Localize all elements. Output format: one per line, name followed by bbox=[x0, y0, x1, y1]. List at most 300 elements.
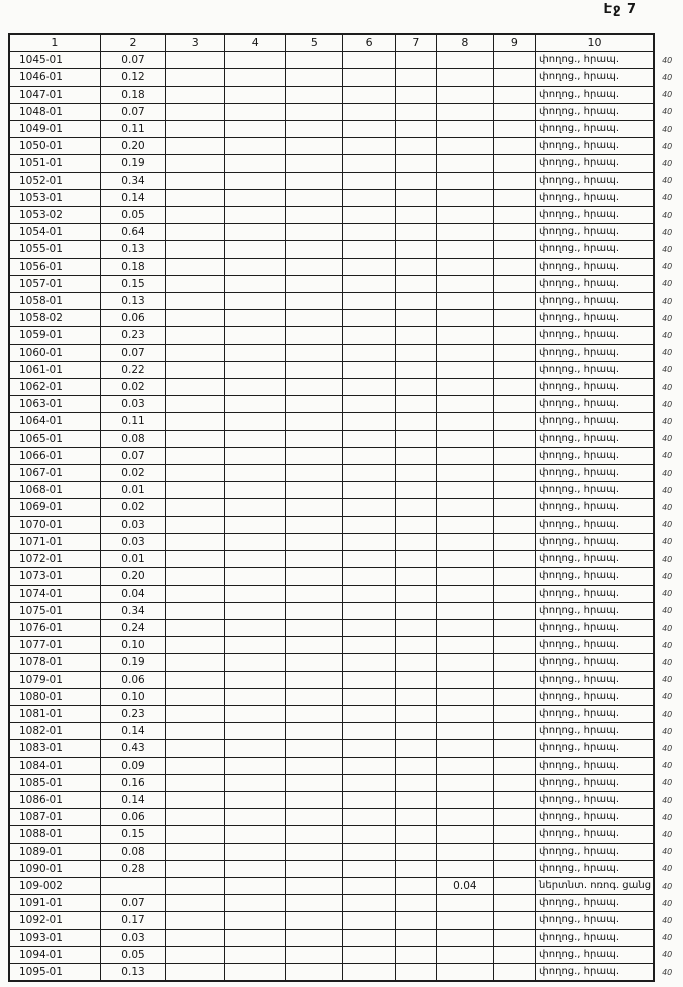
description-cell: փողոց., հրապ. bbox=[536, 791, 655, 808]
empty-cell-4 bbox=[225, 465, 286, 482]
empty-cell-3 bbox=[166, 189, 225, 206]
empty-cell-6 bbox=[343, 809, 395, 826]
margin-annotation: 40 bbox=[662, 417, 673, 427]
row-id-cell: 1047-01 bbox=[9, 86, 100, 103]
row-id-cell: 1065-01 bbox=[9, 430, 100, 447]
description-cell: փողոց., հրապ. bbox=[536, 688, 655, 705]
col8-value-cell bbox=[437, 207, 493, 224]
empty-cell-3 bbox=[166, 482, 225, 499]
column-header-1: 1 bbox=[9, 34, 100, 52]
empty-cell-6 bbox=[343, 258, 395, 275]
description-cell: փողոց., հրապ. bbox=[536, 430, 655, 447]
empty-cell-6 bbox=[343, 757, 395, 774]
empty-cell-3 bbox=[166, 207, 225, 224]
empty-cell-6 bbox=[343, 963, 395, 981]
empty-cell-4 bbox=[225, 877, 286, 894]
margin-annotation: 40 bbox=[662, 296, 673, 306]
empty-cell-9 bbox=[493, 602, 535, 619]
empty-cell-5 bbox=[286, 430, 343, 447]
table-row bbox=[9, 671, 682, 688]
table-row bbox=[9, 310, 682, 327]
empty-cell-7 bbox=[395, 121, 436, 138]
empty-cell-4 bbox=[225, 258, 286, 275]
margin-annotation: 40 bbox=[662, 623, 673, 633]
empty-cell-3 bbox=[166, 533, 225, 550]
description-cell: փողոց., հրապ. bbox=[536, 895, 655, 912]
empty-cell-3 bbox=[166, 52, 225, 69]
description-cell: փողոց., հրապ. bbox=[536, 310, 655, 327]
empty-cell-5 bbox=[286, 344, 343, 361]
empty-cell-7 bbox=[395, 551, 436, 568]
value-cell: 0.15 bbox=[100, 826, 165, 843]
empty-cell-4 bbox=[225, 86, 286, 103]
empty-cell-6 bbox=[343, 843, 395, 860]
description-cell: փողոց., հրապ. bbox=[536, 774, 655, 791]
empty-cell-4 bbox=[225, 379, 286, 396]
empty-cell-9 bbox=[493, 551, 535, 568]
col8-value-cell bbox=[437, 757, 493, 774]
empty-cell-9 bbox=[493, 207, 535, 224]
empty-cell-3 bbox=[166, 69, 225, 86]
description-cell: փողոց., հրապ. bbox=[536, 155, 655, 172]
column-header-7: 7 bbox=[395, 34, 436, 52]
empty-cell-4 bbox=[225, 430, 286, 447]
margin-annotation: 40 bbox=[662, 107, 673, 117]
empty-cell-6 bbox=[343, 224, 395, 241]
row-id-cell: 1068-01 bbox=[9, 482, 100, 499]
empty-cell-6 bbox=[343, 499, 395, 516]
empty-cell-9 bbox=[493, 155, 535, 172]
empty-cell-3 bbox=[166, 705, 225, 722]
table-row bbox=[9, 258, 682, 275]
col8-value-cell bbox=[437, 275, 493, 292]
empty-cell-5 bbox=[286, 138, 343, 155]
value-cell: 0.43 bbox=[100, 740, 165, 757]
empty-cell-4 bbox=[225, 189, 286, 206]
empty-cell-6 bbox=[343, 465, 395, 482]
margin-annotation: 40 bbox=[662, 795, 673, 805]
empty-cell-9 bbox=[493, 946, 535, 963]
empty-cell-7 bbox=[395, 103, 436, 120]
empty-cell-3 bbox=[166, 293, 225, 310]
empty-cell-4 bbox=[225, 499, 286, 516]
empty-cell-3 bbox=[166, 895, 225, 912]
row-id-cell: 1070-01 bbox=[9, 516, 100, 533]
row-id-cell: 1084-01 bbox=[9, 757, 100, 774]
empty-cell-9 bbox=[493, 877, 535, 894]
description-cell: փողոց., հրապ. bbox=[536, 207, 655, 224]
empty-cell-3 bbox=[166, 499, 225, 516]
col8-value-cell: 0.04 bbox=[437, 877, 493, 894]
empty-cell-9 bbox=[493, 688, 535, 705]
description-cell: փողոց., հրապ. bbox=[536, 826, 655, 843]
empty-cell-4 bbox=[225, 585, 286, 602]
description-cell: փողոց., հրապ. bbox=[536, 52, 655, 69]
margin-annotation: 40 bbox=[662, 468, 673, 478]
empty-cell-6 bbox=[343, 430, 395, 447]
empty-cell-7 bbox=[395, 241, 436, 258]
empty-cell-6 bbox=[343, 275, 395, 292]
value-cell: 0.13 bbox=[100, 241, 165, 258]
empty-cell-4 bbox=[225, 327, 286, 344]
empty-cell-4 bbox=[225, 774, 286, 791]
description-cell: փողոց., հրապ. bbox=[536, 103, 655, 120]
margin-annotation: 40 bbox=[662, 950, 673, 960]
value-cell: 0.19 bbox=[100, 654, 165, 671]
empty-cell-9 bbox=[493, 379, 535, 396]
col8-value-cell bbox=[437, 568, 493, 585]
col8-value-cell bbox=[437, 69, 493, 86]
col8-value-cell bbox=[437, 688, 493, 705]
empty-cell-5 bbox=[286, 310, 343, 327]
margin-annotation: 40 bbox=[662, 606, 673, 616]
value-cell: 0.02 bbox=[100, 465, 165, 482]
empty-cell-7 bbox=[395, 155, 436, 172]
empty-cell-7 bbox=[395, 447, 436, 464]
empty-cell-5 bbox=[286, 361, 343, 378]
empty-cell-3 bbox=[166, 602, 225, 619]
empty-cell-7 bbox=[395, 895, 436, 912]
empty-cell-9 bbox=[493, 482, 535, 499]
empty-cell-9 bbox=[493, 826, 535, 843]
empty-cell-7 bbox=[395, 826, 436, 843]
margin-header-spacer bbox=[654, 34, 682, 52]
empty-cell-5 bbox=[286, 69, 343, 86]
empty-cell-6 bbox=[343, 241, 395, 258]
empty-cell-7 bbox=[395, 585, 436, 602]
empty-cell-3 bbox=[166, 138, 225, 155]
empty-cell-5 bbox=[286, 929, 343, 946]
empty-cell-3 bbox=[166, 654, 225, 671]
empty-cell-4 bbox=[225, 447, 286, 464]
margin-annotation: 40 bbox=[662, 778, 673, 788]
margin-annotation: 40 bbox=[662, 640, 673, 650]
row-id-cell: 1053-02 bbox=[9, 207, 100, 224]
row-id-cell: 1095-01 bbox=[9, 963, 100, 981]
empty-cell-3 bbox=[166, 637, 225, 654]
value-cell: 0.11 bbox=[100, 413, 165, 430]
margin-annotation: 40 bbox=[662, 176, 673, 186]
empty-cell-7 bbox=[395, 637, 436, 654]
empty-cell-6 bbox=[343, 551, 395, 568]
empty-cell-7 bbox=[395, 877, 436, 894]
description-cell: փողոց., հրապ. bbox=[536, 86, 655, 103]
empty-cell-7 bbox=[395, 86, 436, 103]
margin-annotation: 40 bbox=[662, 657, 673, 667]
table-row bbox=[9, 637, 682, 654]
empty-cell-4 bbox=[225, 310, 286, 327]
table-row bbox=[9, 654, 682, 671]
description-cell: փողոց., հրապ. bbox=[536, 723, 655, 740]
empty-cell-7 bbox=[395, 396, 436, 413]
col8-value-cell bbox=[437, 791, 493, 808]
empty-cell-6 bbox=[343, 447, 395, 464]
empty-cell-5 bbox=[286, 963, 343, 981]
value-cell: 0.03 bbox=[100, 929, 165, 946]
col8-value-cell bbox=[437, 413, 493, 430]
row-id-cell: 1052-01 bbox=[9, 172, 100, 189]
empty-cell-9 bbox=[493, 654, 535, 671]
empty-cell-9 bbox=[493, 619, 535, 636]
description-cell: փողոց., հրապ. bbox=[536, 327, 655, 344]
empty-cell-5 bbox=[286, 705, 343, 722]
empty-cell-9 bbox=[493, 327, 535, 344]
empty-cell-9 bbox=[493, 499, 535, 516]
description-cell: փողոց., հրապ. bbox=[536, 533, 655, 550]
margin-annotation: 40 bbox=[662, 313, 673, 323]
empty-cell-9 bbox=[493, 52, 535, 69]
col8-value-cell bbox=[437, 723, 493, 740]
empty-cell-6 bbox=[343, 310, 395, 327]
empty-cell-4 bbox=[225, 602, 286, 619]
empty-cell-7 bbox=[395, 275, 436, 292]
description-cell: փողոց., հրապ. bbox=[536, 361, 655, 378]
empty-cell-7 bbox=[395, 327, 436, 344]
row-id-cell: 1089-01 bbox=[9, 843, 100, 860]
empty-cell-6 bbox=[343, 293, 395, 310]
empty-cell-3 bbox=[166, 241, 225, 258]
empty-cell-7 bbox=[395, 568, 436, 585]
empty-cell-4 bbox=[225, 619, 286, 636]
row-id-cell: 1073-01 bbox=[9, 568, 100, 585]
row-id-cell: 1069-01 bbox=[9, 499, 100, 516]
empty-cell-6 bbox=[343, 791, 395, 808]
table-row bbox=[9, 843, 682, 860]
margin-annotation: 40 bbox=[662, 365, 673, 375]
empty-cell-7 bbox=[395, 413, 436, 430]
empty-cell-4 bbox=[225, 551, 286, 568]
row-id-cell: 1087-01 bbox=[9, 809, 100, 826]
empty-cell-5 bbox=[286, 585, 343, 602]
row-id-cell: 1048-01 bbox=[9, 103, 100, 120]
table-row bbox=[9, 705, 682, 722]
empty-cell-5 bbox=[286, 258, 343, 275]
margin-annotation: 40 bbox=[662, 399, 673, 409]
value-cell: 0.23 bbox=[100, 327, 165, 344]
value-cell: 0.06 bbox=[100, 809, 165, 826]
empty-cell-4 bbox=[225, 516, 286, 533]
column-header-4: 4 bbox=[225, 34, 286, 52]
value-cell: 0.18 bbox=[100, 86, 165, 103]
empty-cell-9 bbox=[493, 172, 535, 189]
value-cell: 0.14 bbox=[100, 189, 165, 206]
empty-cell-7 bbox=[395, 757, 436, 774]
empty-cell-5 bbox=[286, 275, 343, 292]
empty-cell-5 bbox=[286, 877, 343, 894]
empty-cell-3 bbox=[166, 619, 225, 636]
empty-cell-4 bbox=[225, 533, 286, 550]
empty-cell-3 bbox=[166, 121, 225, 138]
empty-cell-3 bbox=[166, 224, 225, 241]
table-row bbox=[9, 172, 682, 189]
margin-annotation: 40 bbox=[662, 90, 673, 100]
value-cell: 0.07 bbox=[100, 103, 165, 120]
empty-cell-6 bbox=[343, 671, 395, 688]
empty-cell-3 bbox=[166, 791, 225, 808]
table-row bbox=[9, 774, 682, 791]
value-cell: 0.14 bbox=[100, 723, 165, 740]
col8-value-cell bbox=[437, 310, 493, 327]
empty-cell-6 bbox=[343, 327, 395, 344]
description-cell: փողոց., հրապ. bbox=[536, 654, 655, 671]
value-cell: 0.06 bbox=[100, 310, 165, 327]
table-row bbox=[9, 344, 682, 361]
empty-cell-4 bbox=[225, 224, 286, 241]
empty-cell-4 bbox=[225, 946, 286, 963]
value-cell: 0.01 bbox=[100, 482, 165, 499]
col8-value-cell bbox=[437, 121, 493, 138]
empty-cell-5 bbox=[286, 413, 343, 430]
empty-cell-6 bbox=[343, 877, 395, 894]
description-cell: փողոց., հրապ. bbox=[536, 843, 655, 860]
table-row bbox=[9, 551, 682, 568]
description-cell: փողոց., հրապ. bbox=[536, 963, 655, 981]
table-row bbox=[9, 499, 682, 516]
value-cell: 0.23 bbox=[100, 705, 165, 722]
empty-cell-4 bbox=[225, 826, 286, 843]
empty-cell-5 bbox=[286, 860, 343, 877]
col8-value-cell bbox=[437, 843, 493, 860]
description-cell: փողոց., հրապ. bbox=[536, 946, 655, 963]
empty-cell-5 bbox=[286, 757, 343, 774]
empty-cell-4 bbox=[225, 929, 286, 946]
margin-annotation: 40 bbox=[662, 915, 673, 925]
empty-cell-4 bbox=[225, 103, 286, 120]
description-cell: փողոց., հրապ. bbox=[536, 396, 655, 413]
empty-cell-5 bbox=[286, 499, 343, 516]
empty-cell-5 bbox=[286, 327, 343, 344]
empty-cell-6 bbox=[343, 637, 395, 654]
margin-annotation: 40 bbox=[662, 709, 673, 719]
description-cell: փողոց., հրապ. bbox=[536, 860, 655, 877]
column-header-2: 2 bbox=[100, 34, 165, 52]
col8-value-cell bbox=[437, 465, 493, 482]
margin-annotation: 40 bbox=[662, 348, 673, 358]
col8-value-cell bbox=[437, 963, 493, 981]
value-cell: 0.07 bbox=[100, 447, 165, 464]
empty-cell-4 bbox=[225, 275, 286, 292]
column-header-10: 10 bbox=[536, 34, 655, 52]
empty-cell-5 bbox=[286, 207, 343, 224]
row-id-cell: 1062-01 bbox=[9, 379, 100, 396]
empty-cell-7 bbox=[395, 361, 436, 378]
value-cell: 0.08 bbox=[100, 843, 165, 860]
row-id-cell: 1071-01 bbox=[9, 533, 100, 550]
col8-value-cell bbox=[437, 637, 493, 654]
row-id-cell: 1077-01 bbox=[9, 637, 100, 654]
table-row bbox=[9, 585, 682, 602]
empty-cell-7 bbox=[395, 740, 436, 757]
row-id-cell: 1093-01 bbox=[9, 929, 100, 946]
value-cell: 0.28 bbox=[100, 860, 165, 877]
empty-cell-9 bbox=[493, 860, 535, 877]
empty-cell-9 bbox=[493, 465, 535, 482]
col8-value-cell bbox=[437, 447, 493, 464]
empty-cell-6 bbox=[343, 946, 395, 963]
empty-cell-7 bbox=[395, 774, 436, 791]
empty-cell-4 bbox=[225, 155, 286, 172]
empty-cell-7 bbox=[395, 912, 436, 929]
row-id-cell: 1074-01 bbox=[9, 585, 100, 602]
table-row bbox=[9, 447, 682, 464]
description-cell: փողոց., հրապ. bbox=[536, 499, 655, 516]
value-cell: 0.16 bbox=[100, 774, 165, 791]
description-cell: փողոց., հրապ. bbox=[536, 275, 655, 292]
table-row bbox=[9, 740, 682, 757]
empty-cell-7 bbox=[395, 843, 436, 860]
value-cell: 0.05 bbox=[100, 207, 165, 224]
empty-cell-6 bbox=[343, 361, 395, 378]
empty-cell-3 bbox=[166, 396, 225, 413]
empty-cell-7 bbox=[395, 310, 436, 327]
empty-cell-5 bbox=[286, 602, 343, 619]
empty-cell-9 bbox=[493, 224, 535, 241]
table-row bbox=[9, 791, 682, 808]
value-cell: 0.07 bbox=[100, 895, 165, 912]
column-header-3: 3 bbox=[166, 34, 225, 52]
margin-annotation: 40 bbox=[662, 537, 673, 547]
empty-cell-6 bbox=[343, 344, 395, 361]
empty-cell-5 bbox=[286, 241, 343, 258]
empty-cell-4 bbox=[225, 912, 286, 929]
empty-cell-3 bbox=[166, 946, 225, 963]
empty-cell-5 bbox=[286, 637, 343, 654]
empty-cell-6 bbox=[343, 688, 395, 705]
col8-value-cell bbox=[437, 138, 493, 155]
empty-cell-9 bbox=[493, 516, 535, 533]
empty-cell-4 bbox=[225, 361, 286, 378]
empty-cell-6 bbox=[343, 774, 395, 791]
empty-cell-4 bbox=[225, 293, 286, 310]
description-cell: փողոց., հրապ. bbox=[536, 516, 655, 533]
scanned-data-table bbox=[8, 33, 683, 982]
col8-value-cell bbox=[437, 912, 493, 929]
empty-cell-4 bbox=[225, 637, 286, 654]
empty-cell-6 bbox=[343, 826, 395, 843]
empty-cell-3 bbox=[166, 344, 225, 361]
table-row bbox=[9, 121, 682, 138]
value-cell: 0.05 bbox=[100, 946, 165, 963]
table-row bbox=[9, 361, 682, 378]
margin-annotation: 40 bbox=[662, 520, 673, 530]
empty-cell-3 bbox=[166, 860, 225, 877]
empty-cell-6 bbox=[343, 138, 395, 155]
empty-cell-7 bbox=[395, 69, 436, 86]
empty-cell-6 bbox=[343, 207, 395, 224]
margin-annotation: 40 bbox=[662, 227, 673, 237]
col8-value-cell bbox=[437, 654, 493, 671]
empty-cell-4 bbox=[225, 791, 286, 808]
empty-cell-4 bbox=[225, 757, 286, 774]
margin-annotation: 40 bbox=[662, 485, 673, 495]
empty-cell-9 bbox=[493, 705, 535, 722]
empty-cell-9 bbox=[493, 791, 535, 808]
description-cell: փողոց., հրապ. bbox=[536, 482, 655, 499]
row-id-cell: 1081-01 bbox=[9, 705, 100, 722]
empty-cell-9 bbox=[493, 963, 535, 981]
empty-cell-3 bbox=[166, 103, 225, 120]
table-row bbox=[9, 895, 682, 912]
empty-cell-4 bbox=[225, 344, 286, 361]
col8-value-cell bbox=[437, 929, 493, 946]
empty-cell-9 bbox=[493, 413, 535, 430]
description-cell: փողոց., հրապ. bbox=[536, 413, 655, 430]
empty-cell-6 bbox=[343, 379, 395, 396]
margin-annotation: 40 bbox=[662, 141, 673, 151]
empty-cell-7 bbox=[395, 258, 436, 275]
empty-cell-3 bbox=[166, 516, 225, 533]
table-header-row bbox=[9, 34, 682, 52]
